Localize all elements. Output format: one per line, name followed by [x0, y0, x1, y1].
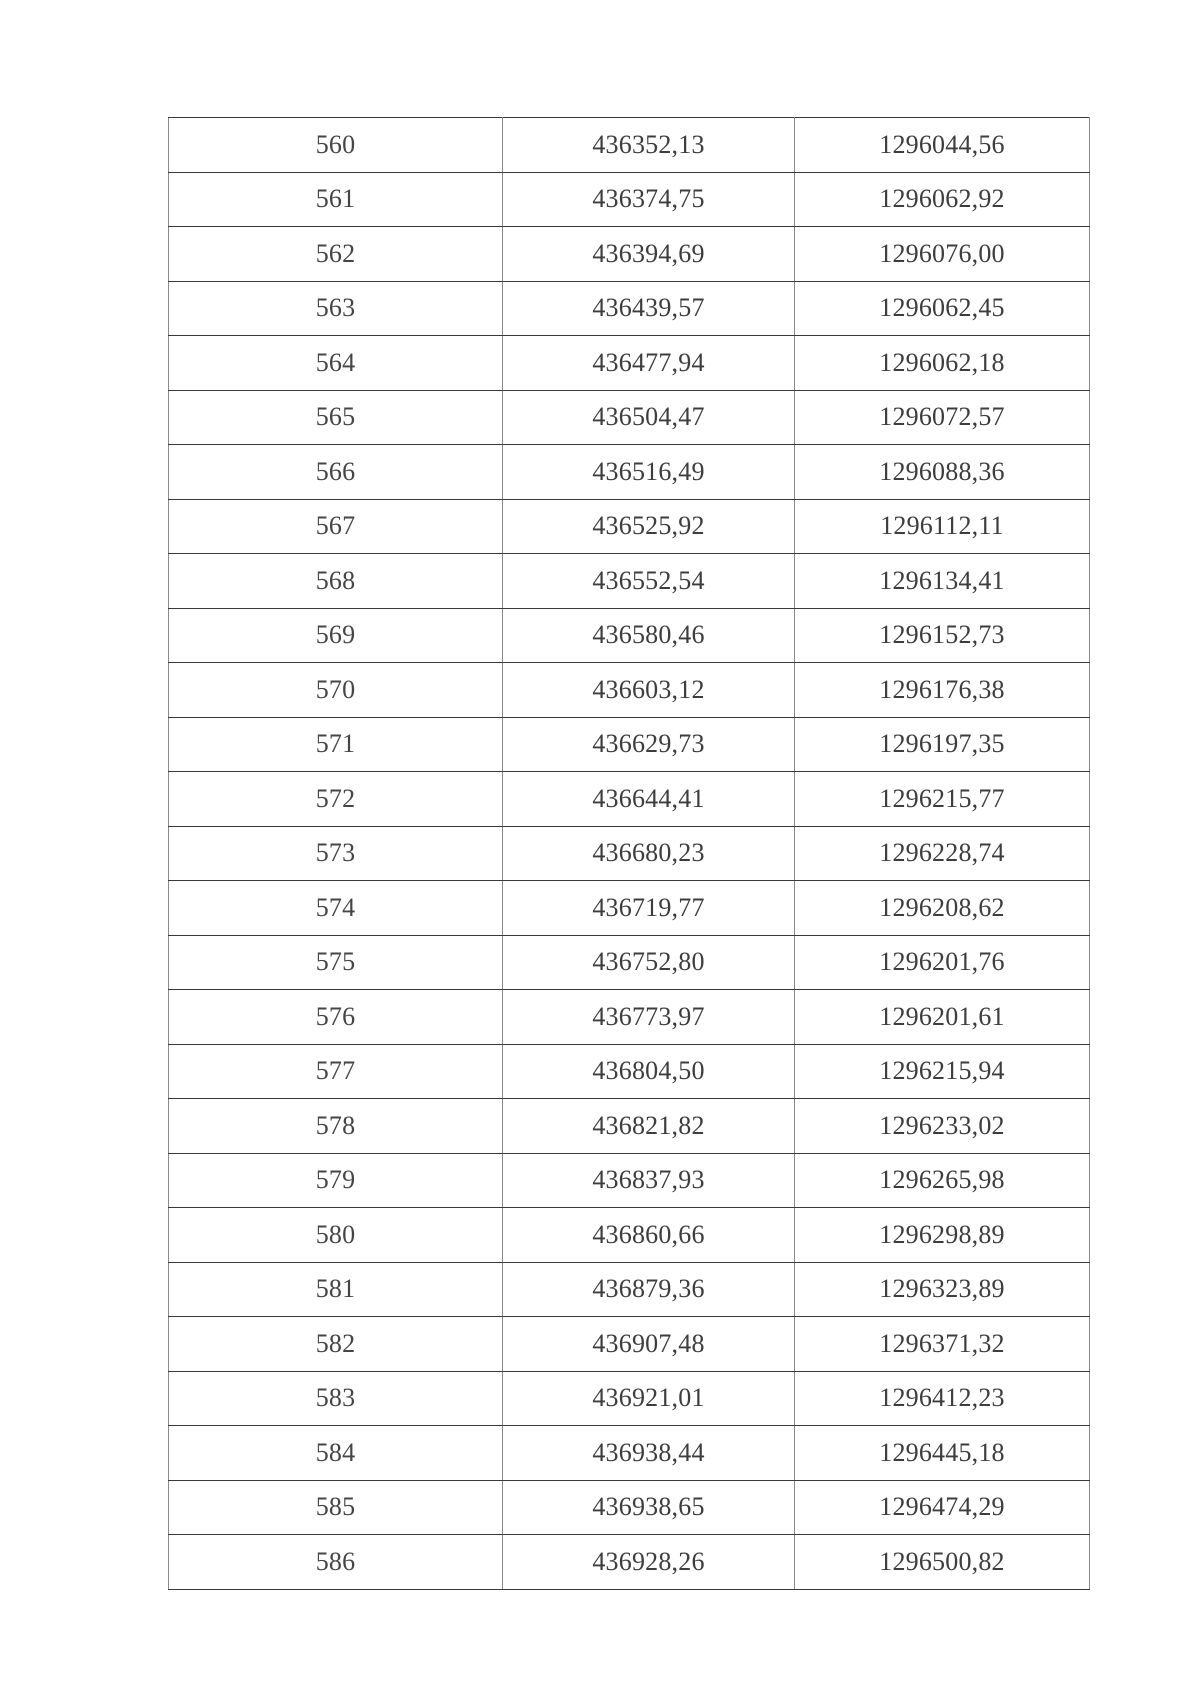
point-number-cell: 560	[169, 118, 503, 173]
y-coordinate-cell: 1296298,89	[795, 1208, 1090, 1263]
table-row	[169, 336, 1090, 391]
y-coordinate-cell: 1296062,18	[795, 336, 1090, 391]
y-coordinate-cell: 1296076,00	[795, 227, 1090, 282]
y-coordinate-cell: 1296323,89	[795, 1262, 1090, 1317]
point-number-cell: 579	[169, 1153, 503, 1208]
point-number-cell: 586	[169, 1535, 503, 1590]
x-coordinate-cell: 436928,26	[503, 1535, 795, 1590]
table-row	[169, 990, 1090, 1045]
table-row	[169, 499, 1090, 554]
y-coordinate-cell: 1296500,82	[795, 1535, 1090, 1590]
x-coordinate-cell: 436603,12	[503, 663, 795, 718]
table-row	[169, 1480, 1090, 1535]
y-coordinate-cell: 1296062,45	[795, 281, 1090, 336]
y-coordinate-cell: 1296072,57	[795, 390, 1090, 445]
y-coordinate-cell: 1296176,38	[795, 663, 1090, 718]
point-number-cell: 584	[169, 1426, 503, 1481]
coordinates-table-body	[169, 118, 1090, 1590]
point-number-cell: 562	[169, 227, 503, 282]
point-number-cell: 575	[169, 935, 503, 990]
x-coordinate-cell: 436580,46	[503, 608, 795, 663]
x-coordinate-cell: 436394,69	[503, 227, 795, 282]
x-coordinate-cell: 436879,36	[503, 1262, 795, 1317]
table-row	[169, 1371, 1090, 1426]
x-coordinate-cell: 436719,77	[503, 881, 795, 936]
point-number-cell: 572	[169, 772, 503, 827]
y-coordinate-cell: 1296215,77	[795, 772, 1090, 827]
point-number-cell: 566	[169, 445, 503, 500]
table-row	[169, 390, 1090, 445]
point-number-cell: 568	[169, 554, 503, 609]
table-row	[169, 118, 1090, 173]
x-coordinate-cell: 436374,75	[503, 172, 795, 227]
x-coordinate-cell: 436773,97	[503, 990, 795, 1045]
y-coordinate-cell: 1296228,74	[795, 826, 1090, 881]
table-row	[169, 1426, 1090, 1481]
point-number-cell: 561	[169, 172, 503, 227]
y-coordinate-cell: 1296062,92	[795, 172, 1090, 227]
y-coordinate-cell: 1296044,56	[795, 118, 1090, 173]
x-coordinate-cell: 436516,49	[503, 445, 795, 500]
point-number-cell: 583	[169, 1371, 503, 1426]
x-coordinate-cell: 436504,47	[503, 390, 795, 445]
y-coordinate-cell: 1296112,11	[795, 499, 1090, 554]
table-row	[169, 1044, 1090, 1099]
table-row	[169, 281, 1090, 336]
y-coordinate-cell: 1296474,29	[795, 1480, 1090, 1535]
x-coordinate-cell: 436938,65	[503, 1480, 795, 1535]
point-number-cell: 576	[169, 990, 503, 1045]
x-coordinate-cell: 436860,66	[503, 1208, 795, 1263]
point-number-cell: 563	[169, 281, 503, 336]
table-row	[169, 826, 1090, 881]
table-row	[169, 772, 1090, 827]
table-row	[169, 935, 1090, 990]
point-number-cell: 571	[169, 717, 503, 772]
x-coordinate-cell: 436477,94	[503, 336, 795, 391]
y-coordinate-cell: 1296201,61	[795, 990, 1090, 1045]
x-coordinate-cell: 436837,93	[503, 1153, 795, 1208]
x-coordinate-cell: 436525,92	[503, 499, 795, 554]
x-coordinate-cell: 436552,54	[503, 554, 795, 609]
x-coordinate-cell: 436680,23	[503, 826, 795, 881]
y-coordinate-cell: 1296233,02	[795, 1099, 1090, 1154]
table-row	[169, 1153, 1090, 1208]
y-coordinate-cell: 1296445,18	[795, 1426, 1090, 1481]
table-row	[169, 1262, 1090, 1317]
table-row	[169, 717, 1090, 772]
y-coordinate-cell: 1296412,23	[795, 1371, 1090, 1426]
table-row	[169, 1099, 1090, 1154]
y-coordinate-cell: 1296265,98	[795, 1153, 1090, 1208]
point-number-cell: 577	[169, 1044, 503, 1099]
x-coordinate-cell: 436629,73	[503, 717, 795, 772]
y-coordinate-cell: 1296197,35	[795, 717, 1090, 772]
x-coordinate-cell: 436921,01	[503, 1371, 795, 1426]
table-row	[169, 1317, 1090, 1372]
y-coordinate-cell: 1296152,73	[795, 608, 1090, 663]
table-row	[169, 608, 1090, 663]
x-coordinate-cell: 436907,48	[503, 1317, 795, 1372]
point-number-cell: 565	[169, 390, 503, 445]
table-row	[169, 663, 1090, 718]
table-row	[169, 554, 1090, 609]
point-number-cell: 567	[169, 499, 503, 554]
point-number-cell: 582	[169, 1317, 503, 1372]
y-coordinate-cell: 1296088,36	[795, 445, 1090, 500]
x-coordinate-cell: 436938,44	[503, 1426, 795, 1481]
table-row	[169, 1535, 1090, 1590]
table-row	[169, 172, 1090, 227]
y-coordinate-cell: 1296208,62	[795, 881, 1090, 936]
point-number-cell: 573	[169, 826, 503, 881]
table-row	[169, 881, 1090, 936]
point-number-cell: 580	[169, 1208, 503, 1263]
point-number-cell: 578	[169, 1099, 503, 1154]
point-number-cell: 574	[169, 881, 503, 936]
x-coordinate-cell: 436804,50	[503, 1044, 795, 1099]
table-row	[169, 227, 1090, 282]
point-number-cell: 581	[169, 1262, 503, 1317]
x-coordinate-cell: 436439,57	[503, 281, 795, 336]
point-number-cell: 570	[169, 663, 503, 718]
x-coordinate-cell: 436352,13	[503, 118, 795, 173]
y-coordinate-cell: 1296215,94	[795, 1044, 1090, 1099]
coordinates-table	[168, 117, 1090, 1590]
point-number-cell: 564	[169, 336, 503, 391]
point-number-cell: 585	[169, 1480, 503, 1535]
y-coordinate-cell: 1296371,32	[795, 1317, 1090, 1372]
x-coordinate-cell: 436821,82	[503, 1099, 795, 1154]
x-coordinate-cell: 436752,80	[503, 935, 795, 990]
table-row	[169, 445, 1090, 500]
y-coordinate-cell: 1296134,41	[795, 554, 1090, 609]
x-coordinate-cell: 436644,41	[503, 772, 795, 827]
y-coordinate-cell: 1296201,76	[795, 935, 1090, 990]
point-number-cell: 569	[169, 608, 503, 663]
table-row	[169, 1208, 1090, 1263]
